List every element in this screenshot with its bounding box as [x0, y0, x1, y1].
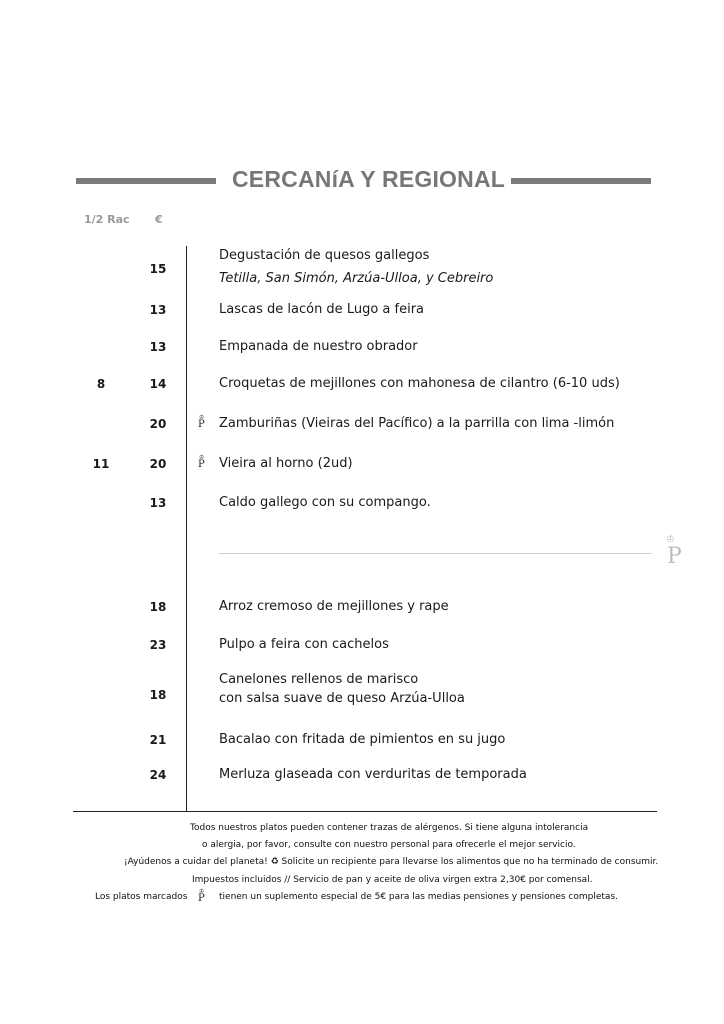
- dish-name: Vieira al horno (2ud): [219, 456, 353, 471]
- dish-name: Pulpo a feira con cachelos: [219, 637, 389, 652]
- dish-name: Bacalao con fritada de pimientos en su jugo: [219, 732, 506, 747]
- full-price-header: €: [155, 213, 163, 226]
- dish-name: Lascas de lacón de Lugo a feira: [219, 302, 425, 317]
- section-separator: [219, 553, 652, 554]
- bottom-rule: [73, 811, 657, 812]
- dish-price: 15: [149, 262, 167, 276]
- title-bar-right: [511, 178, 651, 184]
- dish-name: Caldo gallego con su compango.: [219, 495, 431, 510]
- footer-supplement-suffix: tienen un suplemento especial de 5€ para las medias pensiones y pensiones completas.: [219, 892, 619, 902]
- dish-subtitle: Tetilla, San Simón, Arzúa-Ulloa, y Cebreiro: [219, 271, 494, 286]
- footer-allergens-1: Todos nuestros platos pueden contener trazas de alérgenos. Si tiene alguna intolerancia: [190, 823, 589, 833]
- supplement-mark-icon: ♔ P: [198, 888, 205, 904]
- dish-price: 21: [149, 733, 167, 747]
- dish-name: Degustación de quesos gallegos: [219, 248, 430, 263]
- dish-price: 13: [149, 340, 167, 354]
- footer-supplement-prefix: Los platos marcados: [95, 892, 188, 902]
- restaurant-logo-icon: ♔ P: [666, 534, 682, 569]
- dish-price: 18: [149, 600, 167, 614]
- dish-name-line2: con salsa suave de queso Arzúa-Ulloa: [219, 691, 465, 706]
- dish-name: Merluza glaseada con verduritas de temporada: [219, 767, 527, 782]
- dish-name: Zamburiñas (Vieiras del Pacífico) a la parrilla con lima -limón: [219, 416, 615, 431]
- dish-price: 20: [149, 457, 167, 471]
- dish-price: 18: [149, 688, 167, 702]
- supplement-mark-icon: ♔ P: [198, 414, 205, 430]
- dish-name: Empanada de nuestro obrador: [219, 339, 418, 354]
- half-portion-header: 1/2 Rac: [84, 213, 130, 226]
- section-title: CERCANíA Y REGIONAL: [232, 166, 506, 192]
- footer-allergens-2: o alergia, por favor, consulte con nuestro personal para ofrecerle el mejor servicio.: [202, 840, 576, 850]
- dish-half-price: 11: [92, 457, 110, 471]
- dish-price: 14: [149, 377, 167, 391]
- column-divider: [186, 246, 187, 812]
- dish-name: Croquetas de mejillones con mahonesa de cilantro (6-10 uds): [219, 376, 620, 391]
- dish-name: Canelones rellenos de marisco: [219, 672, 419, 687]
- crown-icon: ♔: [199, 414, 205, 421]
- footer-taxes: Impuestos incluidos // Servicio de pan y aceite de oliva virgen extra 2,30€ por comensal.: [192, 875, 593, 885]
- dish-price: 20: [149, 417, 167, 431]
- dish-name: Arroz cremoso de mejillones y rape: [219, 599, 449, 614]
- title-bar-left: [76, 178, 216, 184]
- crown-icon: ♔: [199, 454, 205, 461]
- dish-price: 13: [149, 496, 167, 510]
- footer-planet: ¡Ayúdenos a cuidar del planeta! ♻ Solicite un recipiente para llevarse los alimentos que no ha terminado de consumir.: [124, 857, 659, 867]
- dish-half-price: 8: [96, 377, 106, 391]
- dish-price: 24: [149, 768, 167, 782]
- crown-icon: ♔: [199, 888, 205, 895]
- supplement-mark-icon: ♔ P: [198, 454, 205, 470]
- dish-price: 13: [149, 303, 167, 317]
- dish-price: 23: [149, 638, 167, 652]
